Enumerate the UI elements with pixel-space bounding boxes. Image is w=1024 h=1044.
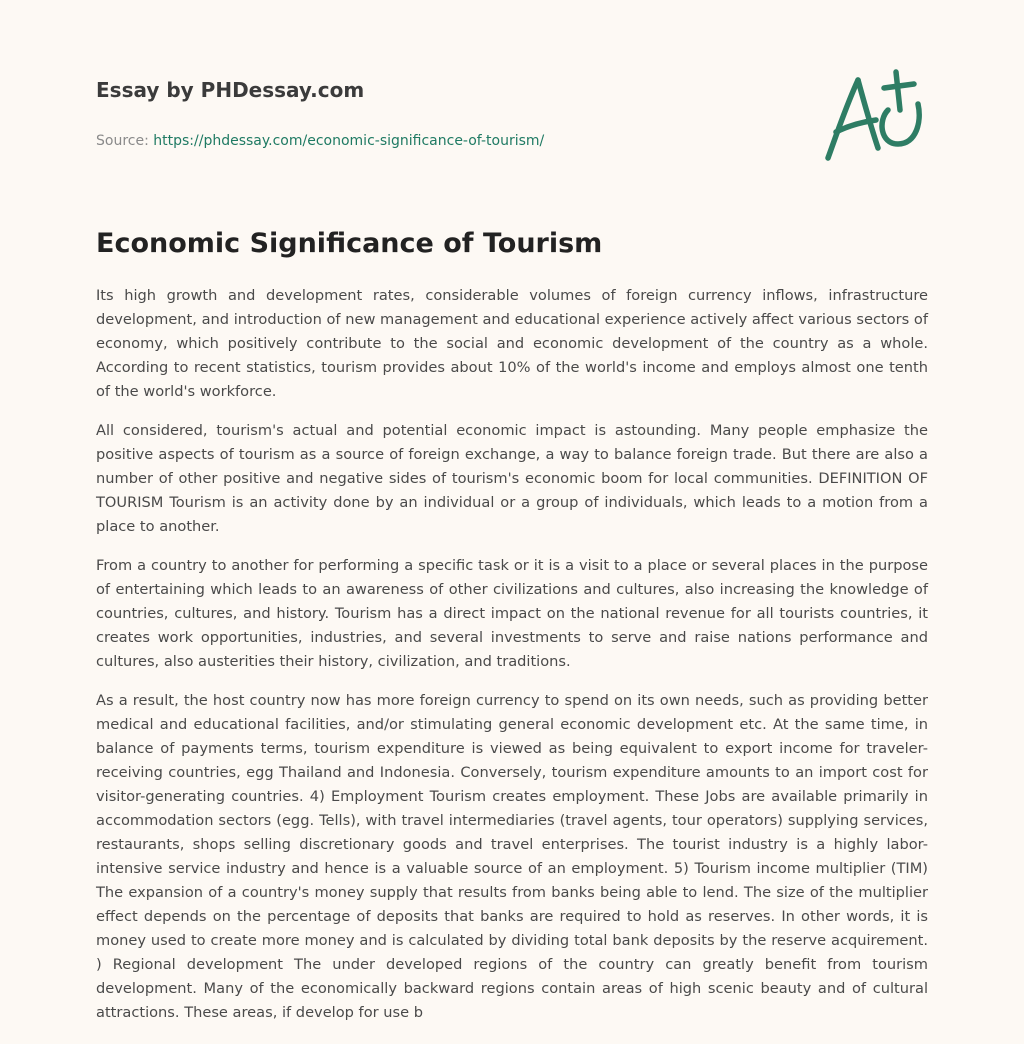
source-line <box>96 132 796 150</box>
page-header <box>96 76 796 150</box>
essay-title: Economic Significance of Tourism <box>96 228 603 259</box>
essay-body <box>96 284 928 1040</box>
paragraph: As a result, the host country now has more foreign currency to spend on its own needs, such as providing better medical and educational facilities, and/or stimulating general economic development etc. At the same time, in balance of payments terms, tourism expenditure is viewed as being equivalent to export income for traveler-receiving countries, egg Thailand and Indonesia. Conversely, tourism expenditure amounts to an import cost for visitor-generating countries. 4) Employment Tourism creates employment. These Jobs are available primarily in accommodation sectors (egg. Tells), with travel intermediaries (travel agents, tour operators) supplying services, restaurants, shops selling discretionary goods and travel enterprises. The tourist industry is a highly labor-intensive service industry and hence is a valuable source of an employment. 5) Tourism income multiplier (TIM) The expansion of a country's money supply that results from banks being able to lend. The size of the multiplier effect depends on the percentage of deposits that banks are required to hold as reserves. In other words, it is money used to create more money and is calculated by dividing total bank deposits by the reserve acquirement. ) Regional development The under developed regions of the country can greatly benefit from tourism development. Many of the economically backward regions contain areas of high scenic beauty and of cultural attractions. These areas, if develop for use b <box>96 692 928 1021</box>
source-link[interactable]: https://phdessay.com/economic-significance-of-tourism/ <box>153 133 545 149</box>
paragraph: Its high growth and development rates, considerable volumes of foreign currency inflows, infrastructure development, and introduction of new management and educational experience actively affect various sectors of economy, which positively contribute to the social and economic development of the country as a whole. According to recent statistics, tourism provides about 10% of the world's income and employs almost one tenth of the world's workforce. <box>96 287 928 400</box>
a-plus-logo-icon <box>818 66 930 166</box>
site-title: Essay by PHDessay.com <box>96 78 365 102</box>
paragraph: All considered, tourism's actual and potential economic impact is astounding. Many people emphasize the positive aspects of tourism as a source of foreign exchange, a way to balance foreign trade. But there are also a number of other positive and negative sides of tourism's economic boom for local communities. DEFINITION OF TOURISM Tourism is an activity done by an individual or a group of individuals, which leads to a motion from a place to another. <box>96 422 928 535</box>
source-label: Source: <box>96 133 149 149</box>
paragraph: From a country to another for performing a specific task or it is a visit to a place or several places in the purpose of entertaining which leads to an awareness of other civilizations and cultures, also increasing the knowledge of countries, cultures, and history. Tourism has a direct impact on the national revenue for all tourists countries, it creates work opportunities, industries, and several investments to serve and raise nations performance and cultures, also austerities their history, civilization, and traditions. <box>96 557 928 670</box>
